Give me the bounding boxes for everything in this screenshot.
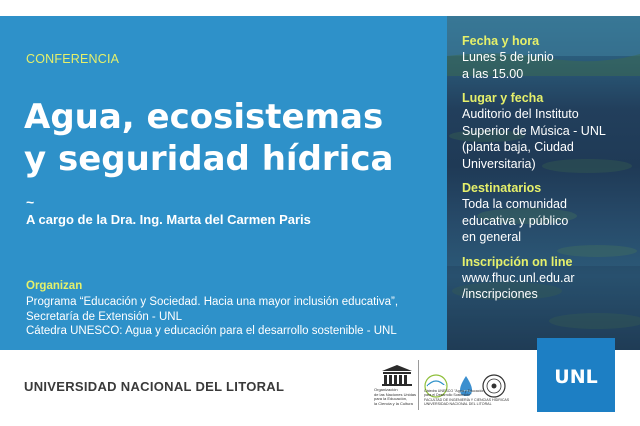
signup-block — [462, 255, 637, 303]
place-block — [462, 91, 637, 172]
unl-logo-text: UNL — [554, 366, 598, 388]
event-type-label: CONFERENCIA — [26, 52, 120, 66]
university-name: UNIVERSIDAD NACIONAL DEL LITORAL — [24, 379, 285, 394]
organizers-heading: Organizan — [26, 280, 83, 292]
place-heading: Lugar y fecha — [462, 91, 544, 105]
audience-heading: Destinatarios — [462, 181, 542, 195]
date-heading: Fecha y hora — [462, 34, 540, 48]
unesco-logo — [374, 363, 420, 387]
audience-block — [462, 181, 637, 246]
title-line-2: y seguridad hídrica — [24, 139, 394, 179]
title-line-1: Agua, ecosistemas — [24, 97, 384, 137]
organizer-line: Secretaría de Extensión - UNL — [26, 310, 182, 323]
tilde-ornament: ~ — [26, 194, 35, 210]
organizer-line: Cátedra UNESCO: Agua y educación para el desarrollo sostenible - UNL — [26, 325, 397, 337]
unesco-caption-line: de las Naciones Unidas — [374, 391, 417, 397]
place-line: Auditorio del Instituto — [462, 107, 579, 121]
time-line: a las 15.00 — [462, 66, 524, 81]
speaker-line: A cargo de la Dra. Ing. Marta del Carmen Paris — [26, 212, 311, 227]
chair-caption-line: para el Desarrollo Sostenible" — [424, 393, 472, 398]
unesco-caption-line: para la Educación, — [374, 396, 408, 402]
organizer-line: Programa “Educación y Sociedad. Hacia una mayor inclusión educativa”, — [26, 296, 399, 308]
audience-line: educativa y público — [462, 213, 569, 228]
unesco-caption-line: Organización — [374, 387, 398, 392]
date-line: Lunes 5 de junio — [462, 50, 554, 64]
unesco-caption — [374, 388, 420, 406]
main-panel — [0, 16, 447, 350]
audience-line: en general — [462, 230, 522, 244]
conference-title — [24, 96, 434, 180]
chair-caption-line: UNIVERSIDAD NACIONAL DEL LITORAL — [424, 401, 492, 406]
place-line: Universitaria) — [462, 156, 536, 171]
signup-heading: Inscripción on line — [462, 254, 573, 269]
chair-caption-line: FACULTAD DE INGENIERÍA Y CIENCIAS HÍDRICAS — [424, 397, 510, 402]
place-line: Superior de Música - UNL — [462, 123, 606, 138]
organizers-list — [26, 295, 398, 339]
info-panel — [447, 16, 640, 350]
chair-caption — [424, 389, 534, 406]
signup-url-path[interactable]: /inscripciones — [462, 287, 538, 301]
audience-line: Toda la comunidad — [462, 197, 567, 211]
logo-divider — [418, 360, 419, 410]
signup-url-line[interactable]: www.fhuc.unl.edu.ar — [462, 270, 575, 285]
chair-caption-line: Cátedra UNESCO "Agua y Educación — [424, 389, 485, 393]
unl-logo — [537, 338, 615, 412]
place-line: (planta baja, Ciudad — [462, 140, 574, 154]
event-details — [462, 34, 637, 312]
date-block — [462, 34, 637, 82]
unesco-caption-line: la Ciencia y la Cultura — [374, 400, 413, 406]
